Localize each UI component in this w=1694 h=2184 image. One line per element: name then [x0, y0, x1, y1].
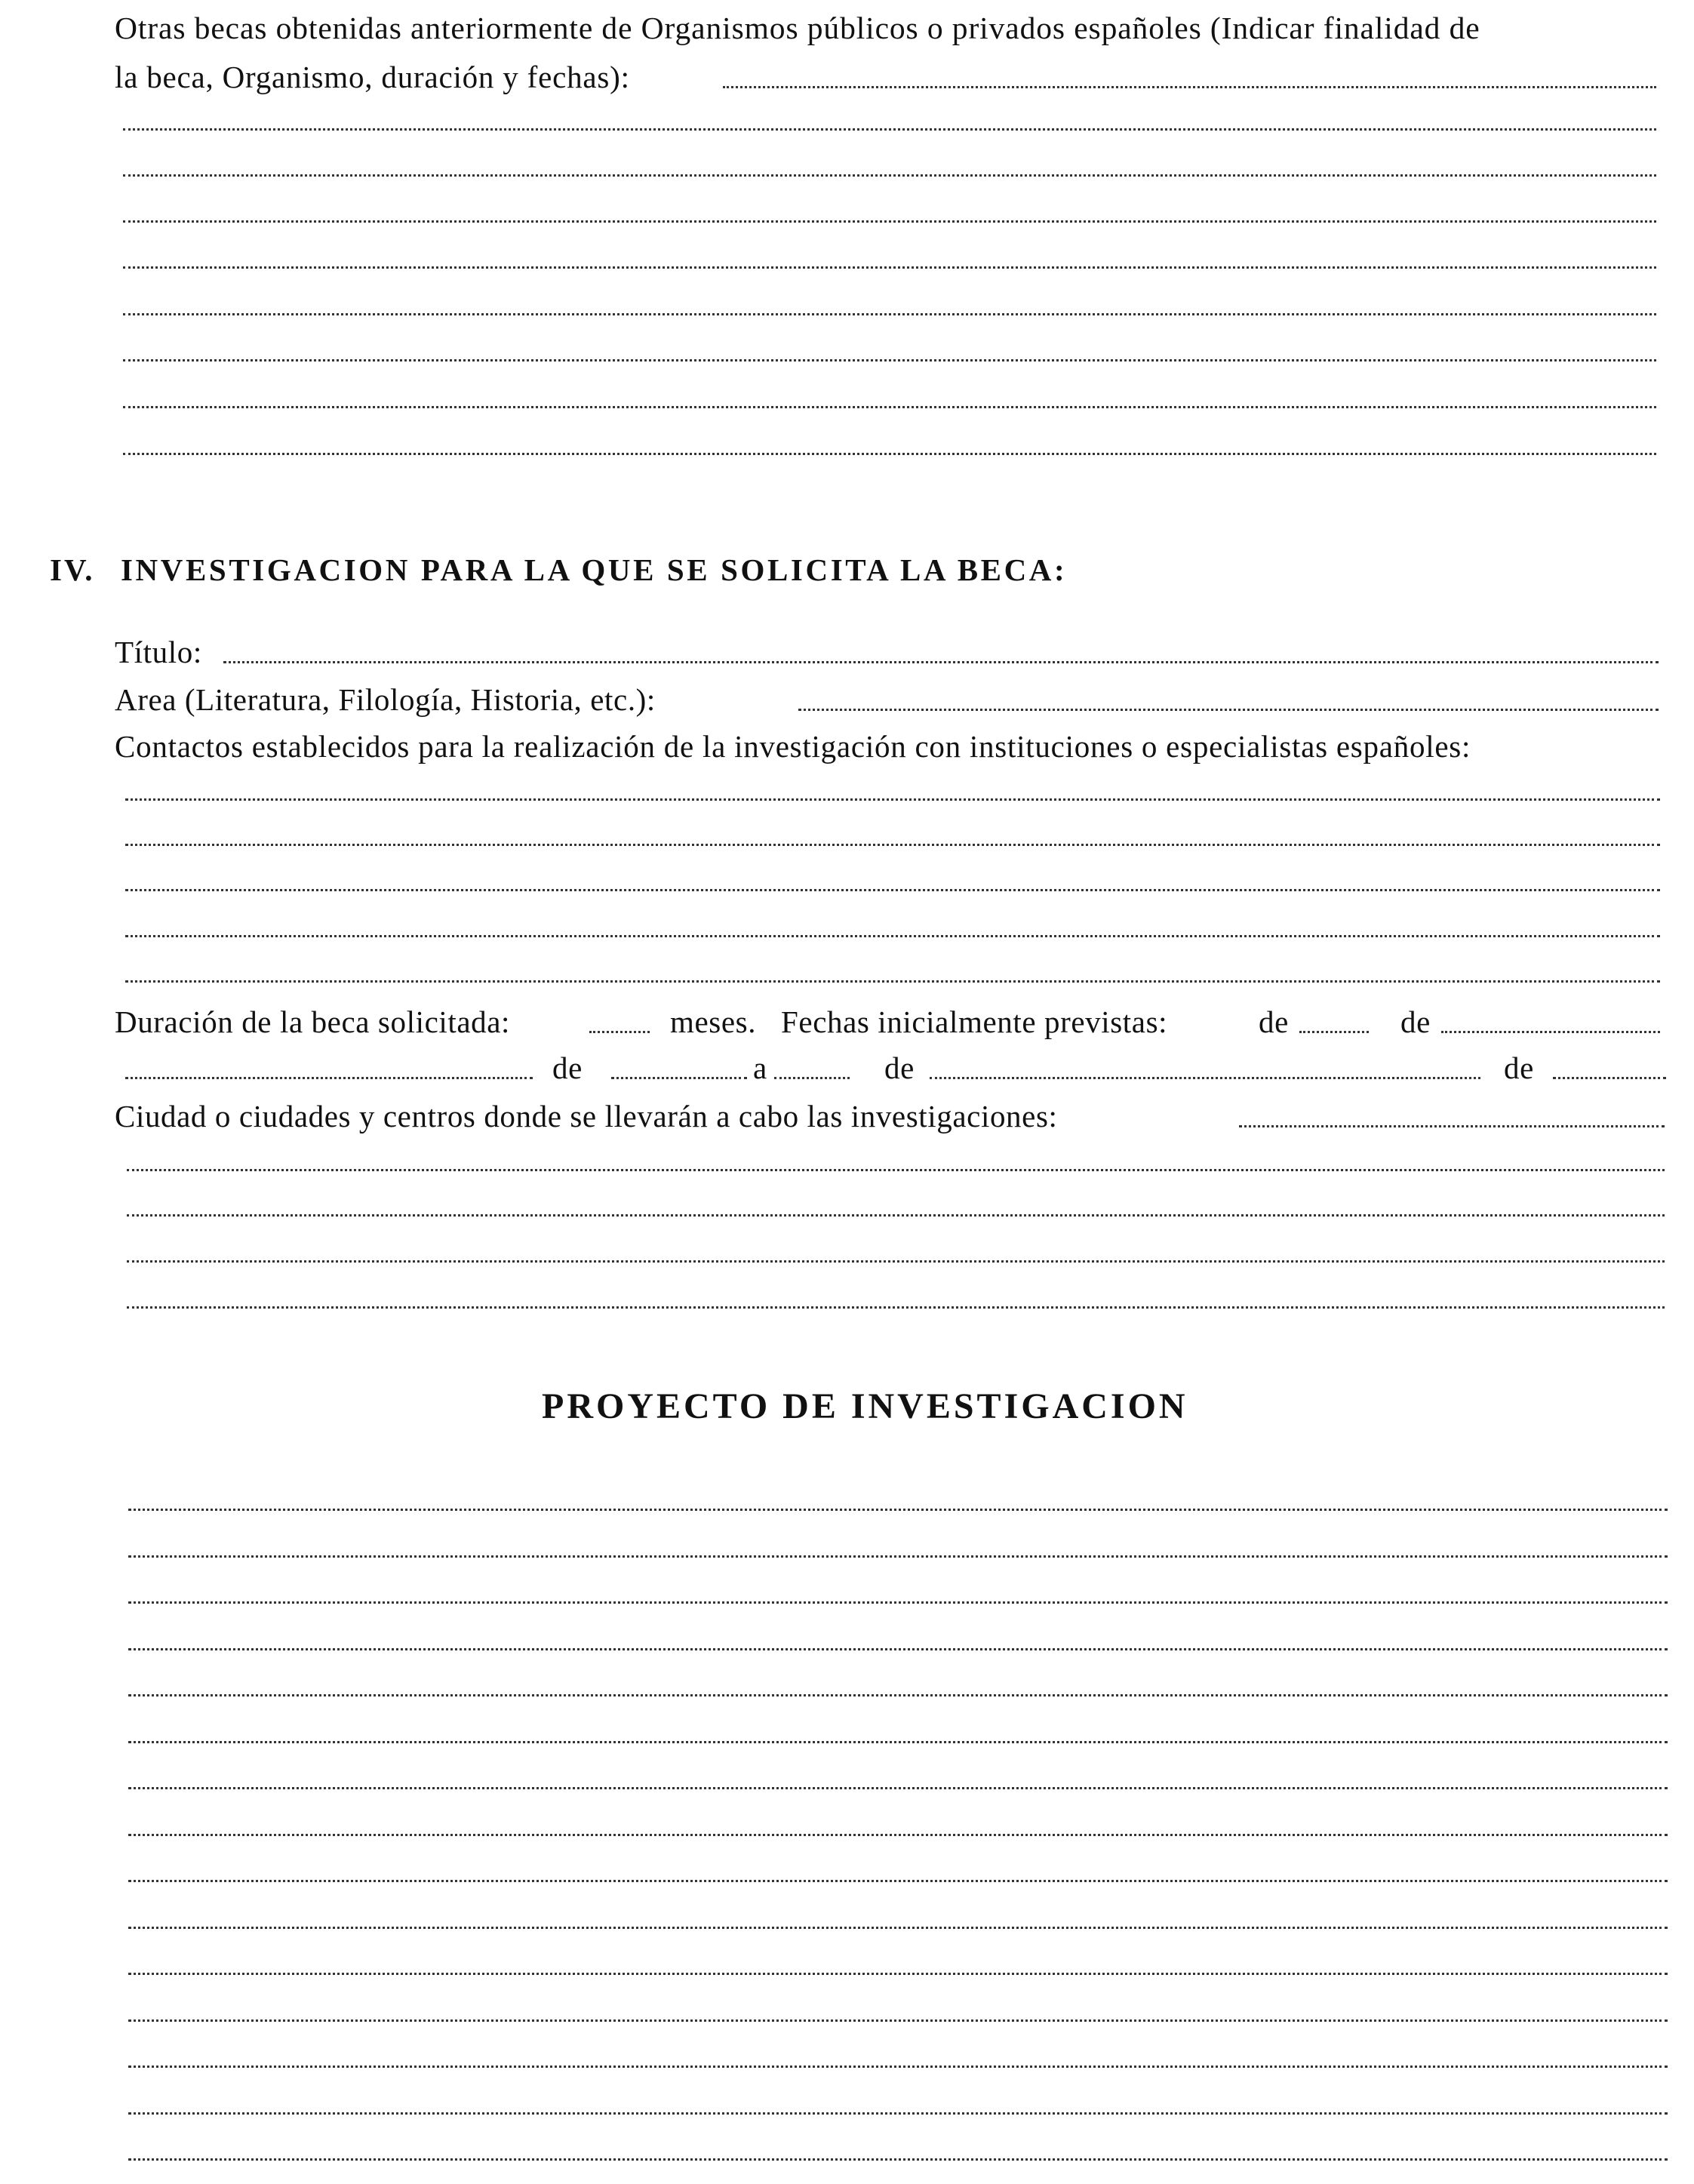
ciudad-line[interactable] — [127, 1169, 1665, 1171]
fecha-fin-dia-field[interactable] — [774, 1077, 850, 1079]
ciudad-label: Ciudad o ciudades y centros donde se llevarán a cabo las investigaciones: — [115, 1099, 1058, 1134]
otras-becas-line[interactable] — [123, 174, 1656, 177]
proyecto-line[interactable] — [128, 1741, 1668, 1743]
contactos-line[interactable] — [125, 798, 1660, 801]
titulo-field[interactable] — [223, 661, 1659, 663]
proyecto-line[interactable] — [128, 1648, 1668, 1650]
otras-becas-line[interactable] — [123, 128, 1656, 131]
fecha-inicio-anio-field[interactable] — [611, 1077, 747, 1079]
proyecto-line[interactable] — [128, 1694, 1668, 1696]
duracion-meses-field[interactable] — [589, 1031, 650, 1033]
ciudad-line[interactable] — [127, 1306, 1665, 1309]
otras-becas-line[interactable] — [123, 359, 1656, 361]
meses-label: meses. — [670, 1004, 757, 1039]
proyecto-line[interactable] — [128, 1880, 1668, 1882]
contactos-line[interactable] — [125, 889, 1660, 891]
proyecto-line[interactable] — [128, 1787, 1668, 1789]
contactos-line[interactable] — [125, 844, 1660, 846]
proyecto-line[interactable] — [128, 1555, 1668, 1558]
fecha-inicio-cont-field[interactable] — [125, 1077, 533, 1079]
contactos-label: Contactos establecidos para la realización de la investigación con instituciones o especialistas españoles: — [115, 729, 1471, 764]
proyecto-line[interactable] — [128, 1601, 1668, 1604]
proyecto-line[interactable] — [128, 1509, 1668, 1511]
contactos-line[interactable] — [125, 980, 1660, 983]
ciudad-field[interactable] — [1239, 1125, 1665, 1127]
area-field[interactable] — [798, 709, 1659, 711]
fechas-label: Fechas inicialmente previstas: — [781, 1004, 1168, 1039]
fecha-de-label-3: de — [552, 1050, 583, 1085]
area-label: Area (Literatura, Filología, Historia, etc.): — [115, 682, 656, 717]
proyecto-line[interactable] — [128, 2158, 1668, 2161]
fecha-inicio-de-label: de — [1259, 1004, 1289, 1039]
fecha-inicio-dia-field[interactable] — [1299, 1031, 1369, 1033]
proyecto-title: PROYECTO DE INVESTIGACION — [542, 1386, 1188, 1426]
contactos-line[interactable] — [125, 935, 1660, 937]
proyecto-line[interactable] — [128, 1973, 1668, 1975]
ciudad-line[interactable] — [127, 1214, 1665, 1217]
proyecto-line[interactable] — [128, 2019, 1668, 2022]
fecha-fin-mes-field[interactable] — [930, 1077, 1480, 1079]
fecha-fin-de-label-2: de — [1504, 1050, 1534, 1085]
otras-becas-line[interactable] — [123, 266, 1656, 269]
otras-becas-label-line1: Otras becas obtenidas anteriormente de Organismos públicos o privados españoles (Indicar finalidad de — [115, 11, 1480, 45]
ciudad-line[interactable] — [127, 1260, 1665, 1263]
otras-becas-line[interactable] — [123, 453, 1656, 455]
proyecto-line[interactable] — [128, 2112, 1668, 2115]
otras-becas-line[interactable] — [123, 406, 1656, 408]
fecha-fin-anio-field[interactable] — [1553, 1077, 1666, 1079]
otras-becas-field[interactable] — [723, 86, 1656, 88]
fecha-inicio-mes-field[interactable] — [1441, 1031, 1660, 1033]
otras-becas-line[interactable] — [123, 220, 1656, 223]
section-heading: INVESTIGACION PARA LA QUE SE SOLICITA LA BECA: — [121, 552, 1068, 587]
section-number: IV. — [50, 552, 95, 587]
titulo-label: Título: — [115, 635, 202, 669]
duracion-label: Duración de la beca solicitada: — [115, 1004, 511, 1039]
fecha-a-label: a — [753, 1050, 767, 1085]
otras-becas-line[interactable] — [123, 313, 1656, 315]
otras-becas-label-line2: la beca, Organismo, duración y fechas): — [115, 60, 630, 94]
fecha-inicio-de-label-2: de — [1400, 1004, 1431, 1039]
proyecto-line[interactable] — [128, 2066, 1668, 2068]
fecha-fin-de-label: de — [884, 1050, 915, 1085]
proyecto-line[interactable] — [128, 1927, 1668, 1929]
proyecto-line[interactable] — [128, 1834, 1668, 1836]
